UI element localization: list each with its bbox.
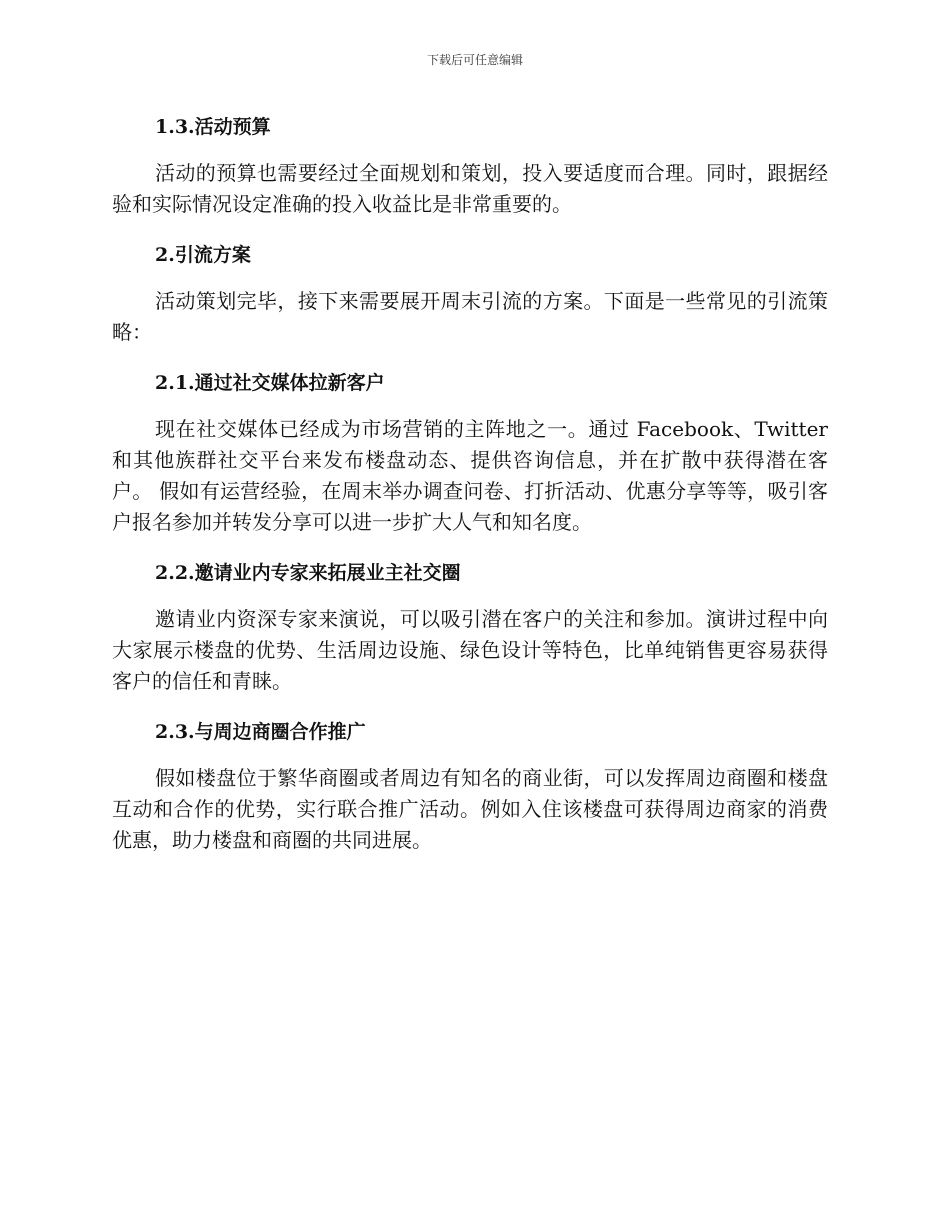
section-heading-2-3: 2.3.与周边商圈合作推广	[155, 721, 366, 743]
section-paragraph-2-1: 现在社交媒体已经成为市场营销的主阵地之一。通过 Facebook、Twitter 和其他族群社交平台来发布楼盘动态、提供咨询信息，并在扩散中获得潜在客户。 假如有运营经验，在周末举办调查问卷、打折活动、优惠分享等等，吸引客户报名参加并转发分享可以进一步扩大人气和知名度。	[112, 417, 828, 534]
page-header: 下载后可任意编辑	[426, 53, 523, 67]
section-heading-2: 2.引流方案	[155, 244, 251, 266]
section-paragraph-2: 活动策划完毕，接下来需要展开周末引流的方案。下面是一些常见的引流策略：	[112, 289, 828, 344]
section-paragraph-1-3: 活动的预算也需要经过全面规划和策划，投入要适度而合理。同时，跟据经验和实际情况设定准确的投入收益比是非常重要的。	[112, 161, 828, 216]
section-heading-2-1: 2.1.通过社交媒体拉新客户	[155, 372, 385, 394]
section-paragraph-2-2: 邀请业内资深专家来演说，可以吸引潜在客户的关注和参加。演讲过程中向大家展示楼盘的优势、生活周边设施、绿色设计等特色，比单纯销售更容易获得客户的信任和青睐。	[112, 607, 828, 693]
section-paragraph-2-3: 假如楼盘位于繁华商圈或者周边有知名的商业街，可以发挥周边商圈和楼盘互动和合作的优势，实行联合推广活动。例如入住该楼盘可获得周边商家的消费优惠，助力楼盘和商圈的共同进展。	[112, 766, 828, 852]
document-body	[112, 110, 828, 856]
section-heading-2-2: 2.2.邀请业内专家来拓展业主社交圈	[155, 562, 461, 584]
section-heading-1-3: 1.3.活动预算	[155, 116, 271, 138]
